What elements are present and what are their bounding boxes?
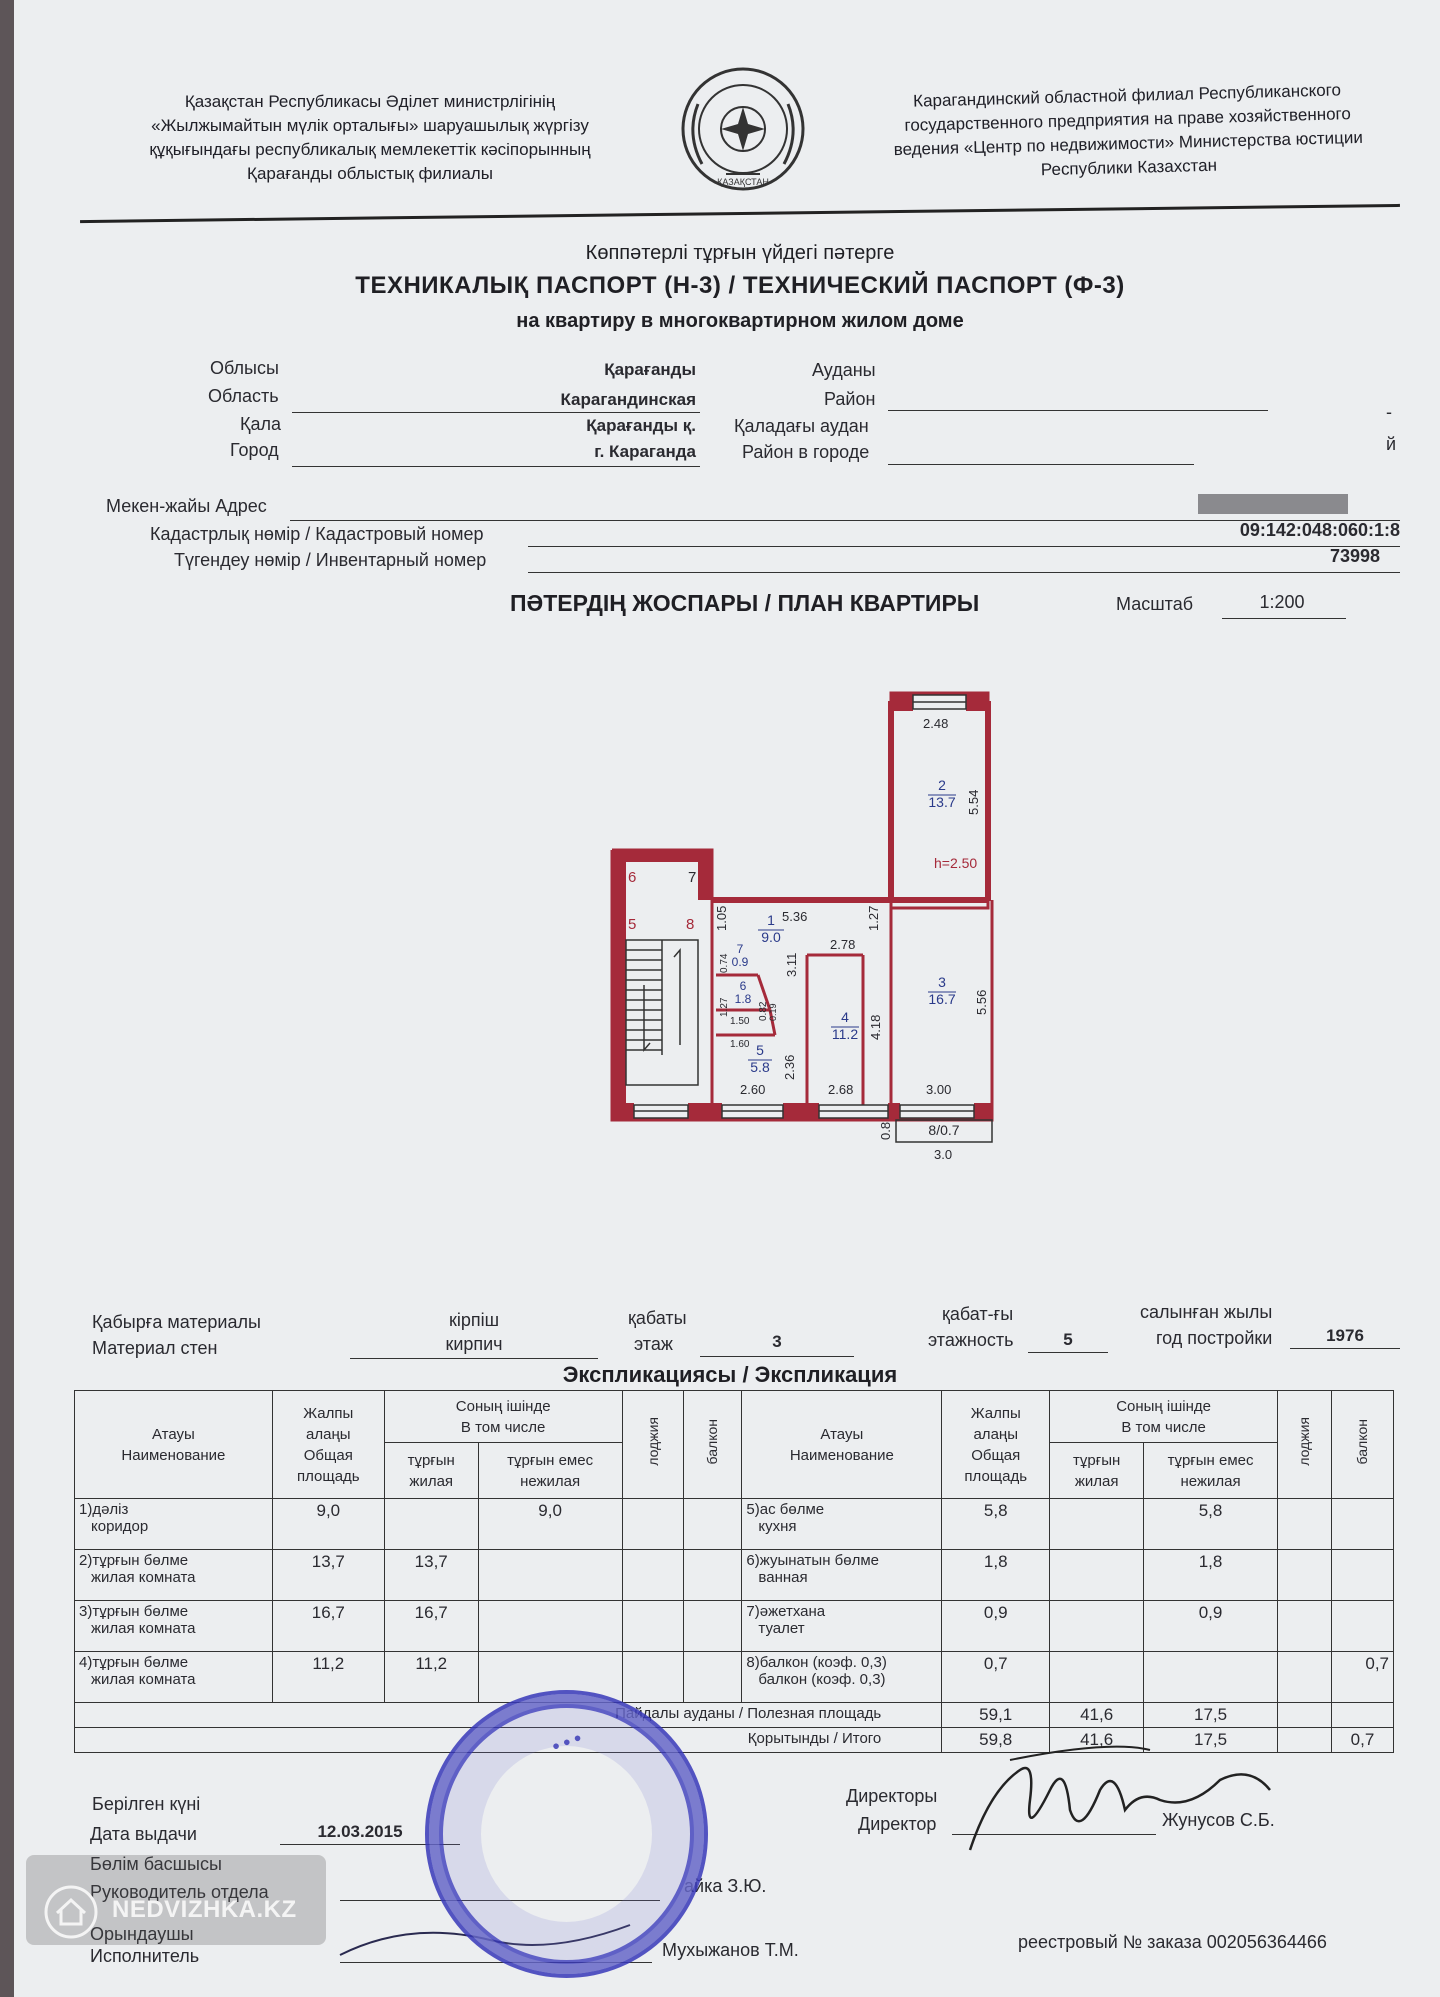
head-label-ru: Руководитель отдела [90, 1882, 269, 1902]
header-including: Соның ішінде В том числе [384, 1391, 622, 1443]
room-number: 5 [756, 1042, 764, 1058]
stamp-text: ● ● ● [549, 1729, 584, 1754]
inventory-value: 73998 [1329, 546, 1380, 566]
kala-value-kz: Қарағанды қ. [586, 416, 696, 435]
header-nonliving: тұрғын емес нежилая [1144, 1443, 1278, 1499]
redacted-address [1198, 494, 1348, 514]
floors-label-kz: қабат-ғы [942, 1304, 1014, 1324]
header-right-line: ведения «Центр по недвижимости» Министерства юстиции [893, 127, 1364, 160]
wall-material-value-kz: кірпіш [448, 1310, 500, 1330]
head-label-kz: Бөлім басшысы [90, 1854, 222, 1874]
header-left-line: Қарағанды облыстық филиалы [247, 164, 493, 183]
dimension-label: 0.8 [878, 1121, 893, 1140]
room-area: 5.8 [750, 1059, 770, 1075]
audan-label-ru: Район [824, 389, 876, 409]
executor-name: Мухыжанов Т.М. [662, 1940, 799, 1960]
director-signature [950, 1730, 1290, 1870]
explication-table [74, 1390, 1394, 1753]
title-main: ТЕХНИКАЛЫҚ ПАСПОРТ (Н-3) / ТЕХНИЧЕСКИЙ ПАСПОРТ (Ф-3) [355, 272, 1125, 299]
year-value: 1976 [1326, 1326, 1364, 1345]
header-left-line: құқығындағы республикалық мемлекеттік кәсіпорынның [149, 140, 591, 159]
scale-value: 1:200 [1259, 592, 1305, 612]
room-number: 3 [938, 974, 946, 990]
room-number: 7 [736, 942, 744, 956]
issue-date-label-kz: Берілген күні [92, 1794, 201, 1814]
header-total-area: Жалпы алаңы Общая площадь [272, 1391, 384, 1499]
stair-mark: 7 [688, 869, 697, 886]
issue-date-value: 12.03.2015 [317, 1822, 403, 1841]
oblys-value-kz: Қарағанды [604, 360, 696, 379]
header-including: Соның ішінде В том числе [1050, 1391, 1278, 1443]
year-label-kz: салынған жылы [1140, 1302, 1273, 1322]
oblys-underline [292, 412, 700, 413]
floor-label-ru: этаж [634, 1334, 673, 1354]
dimension-label: 0.74 [719, 953, 730, 973]
inventory-label: Түгендеу нөмір / Инвентарный номер [174, 550, 487, 570]
executor-label-ru: Исполнитель [90, 1946, 200, 1966]
floor-value: 3 [772, 1332, 782, 1351]
room-number: 1 [767, 912, 775, 928]
floor-label-kz: қабаты [628, 1308, 687, 1328]
oblys-value-ru: Карагандинская [560, 390, 696, 409]
dimension-label: 1.27 [866, 905, 881, 931]
kazakhstan-emblem-icon [678, 64, 808, 194]
dimension-label: 2.78 [830, 937, 856, 952]
staircase [626, 940, 698, 1085]
oblys-label-ru: Область [208, 386, 279, 406]
floors-label-ru: этажность [928, 1330, 1014, 1350]
dimension-label: 2.68 [828, 1082, 854, 1097]
stair-mark: 6 [628, 869, 637, 886]
dimension-label: 0.19 [768, 1003, 778, 1021]
dimension-label: 5.56 [974, 989, 989, 1015]
home-icon [44, 1885, 98, 1939]
dimension-label: 2.36 [782, 1054, 797, 1080]
header-right [847, 77, 1409, 188]
header-left [100, 90, 640, 186]
plan-title: ПӘТЕРДІҢ ЖОСПАРЫ / ПЛАН КВАРТИРЫ [510, 590, 980, 616]
address-label: Мекен-жайы Адрес [106, 496, 267, 516]
room-area: 0.9 [731, 955, 749, 969]
header-balcony: балкон [684, 1391, 742, 1499]
dimension-label: 3.00 [926, 1082, 952, 1097]
director-label-kz: Директоры [846, 1786, 938, 1806]
explication-title: Экспликациясы / Экспликация [562, 1362, 898, 1387]
inventory-underline [528, 572, 1400, 573]
wall-material-label-ru: Материал стен [92, 1338, 218, 1358]
audan-underline [888, 410, 1268, 411]
wall-material-label-kz: Қабырға материалы [92, 1312, 261, 1332]
room-area: 9.0 [761, 929, 781, 945]
edge-mark: - [1386, 402, 1392, 422]
official-stamp [425, 1690, 708, 1978]
dimension-label: 1.50 [730, 1016, 750, 1027]
table-row: 3)тұрғын бөлме жилая комната 16,7 16,7 7)әжетхана туалет 0,9 0,9 [75, 1601, 1394, 1652]
dimension-label: 4.18 [868, 1014, 883, 1040]
watermark-text: NEDVIZHKA.KZ [112, 1896, 297, 1923]
header-left-line: Қазақстан Республикасы Әділет министрлігінің [184, 92, 556, 111]
scale-label: Масштаб [1116, 594, 1194, 614]
director-name: Жунусов С.Б. [1162, 1810, 1275, 1830]
dimension-label: 2.48 [923, 716, 949, 731]
audan-label-kz: Ауданы [812, 360, 876, 380]
cadastral-value: 09:142:048:060:1:8 [1239, 520, 1400, 540]
issue-date-label-ru: Дата выдачи [90, 1824, 197, 1844]
header-name: Атауы Наименование [75, 1391, 273, 1499]
oblys-label-kz: Облысы [210, 358, 279, 378]
edge-mark: й [1386, 434, 1397, 454]
ceiling-height: h=2.50 [934, 855, 978, 871]
kala-audan-label-ru: Район в городе [742, 442, 870, 462]
dimension-label: 2.60 [740, 1082, 766, 1097]
header-right-line: государственного предприятия на праве хозяйственного [904, 104, 1352, 135]
floor-plan [600, 685, 1020, 1162]
room-area: 16.7 [928, 991, 956, 1007]
header-balcony: балкон [1331, 1391, 1393, 1499]
wall-material-underline [350, 1358, 598, 1359]
kala-underline [292, 466, 700, 467]
kala-audan-underline [888, 464, 1194, 465]
kala-label-ru: Город [230, 440, 279, 460]
header-living: тұрғын жилая [1050, 1443, 1144, 1499]
room-area: 1.8 [734, 992, 752, 1006]
dimension-label: 5.36 [782, 909, 808, 924]
dimension-label: 5.54 [966, 789, 981, 815]
year-label-ru: год постройки [1156, 1328, 1273, 1348]
room-area: 13.7 [928, 794, 956, 810]
useful-area-row: Пайдалы ауданы / Полезная площадь 59,1 41,6 17,5 [75, 1703, 1394, 1728]
kala-audan-label-kz: Қаладағы аудан [734, 416, 869, 436]
room-number: 2 [938, 777, 946, 793]
balcony-label: 8/0.7 [928, 1122, 960, 1138]
dimension-label: 1.27 [719, 997, 730, 1017]
scale-underline [1222, 618, 1346, 619]
stair-mark: 5 [628, 916, 637, 933]
room-number: 4 [841, 1009, 849, 1025]
registry-number: реестровый № заказа 002056364466 [1018, 1932, 1327, 1952]
head-name: айка З.Ю. [684, 1876, 767, 1896]
dimension-label: 3.11 [784, 952, 799, 977]
dimension-label: 1.60 [730, 1039, 750, 1050]
kala-value-ru: г. Караганда [594, 442, 696, 461]
executor-label-kz: Орындаушы [90, 1924, 194, 1944]
director-label-ru: Директор [858, 1814, 937, 1834]
header-left-line: «Жылжымайтын мүлік орталығы» шаруашылық жүргізу [151, 116, 589, 135]
header-nonliving: тұрғын емес нежилая [478, 1443, 622, 1499]
stair-mark: 8 [686, 916, 695, 933]
floor-underline [700, 1356, 854, 1357]
table-row: 4)тұрғын бөлме жилая комната 11,2 11,2 8)балкон (коэф. 0,3) балкон (коэф. 0,3) 0,7 0,7 [75, 1652, 1394, 1703]
header-right-line: Республики Казахстан [1040, 155, 1218, 180]
total-row: Қорытынды / Итого 59,8 41,6 17,5 0,7 [75, 1728, 1394, 1753]
emblem-text: ҚАЗАҚСТАН [717, 177, 769, 187]
header-right-line: Карагандинский областной филиал Республиканского [912, 80, 1342, 111]
floors-value: 5 [1063, 1330, 1073, 1349]
header-name: Атауы Наименование [742, 1391, 942, 1499]
title-sub: на квартиру в многоквартирном жилом доме [516, 310, 964, 332]
floors-underline [1028, 1352, 1108, 1353]
kala-label-kz: Қала [240, 414, 282, 434]
header-living: тұрғын жилая [384, 1443, 478, 1499]
year-underline [1290, 1348, 1400, 1349]
dimension-label: 1.05 [714, 905, 729, 931]
header-loggia: лоджия [1277, 1391, 1331, 1499]
wall-material-value-ru: кирпич [445, 1334, 503, 1354]
header-total-area: Жалпы алаңы Общая площадь [942, 1391, 1050, 1499]
table-row: 2)тұрғын бөлме жилая комната 13,7 13,7 6)жуынатын бөлме ванная 1,8 1,8 [75, 1550, 1394, 1601]
header-loggia: лоджия [622, 1391, 684, 1499]
table-row: 1)дәліз коридор 9,0 9,0 5)ас бөлме кухня 5,8 5,8 [75, 1499, 1394, 1550]
title-kz: Көппәтерлі тұрғын үйдегі пәтерге [585, 242, 895, 264]
room-area: 11.2 [831, 1026, 859, 1042]
cadastral-label: Кадастрлық нөмір / Кадастровый номер [150, 524, 484, 544]
room-number: 6 [739, 979, 747, 993]
dimension-label: 3.0 [934, 1147, 953, 1162]
dimension-label: 0.82 [758, 1001, 769, 1021]
